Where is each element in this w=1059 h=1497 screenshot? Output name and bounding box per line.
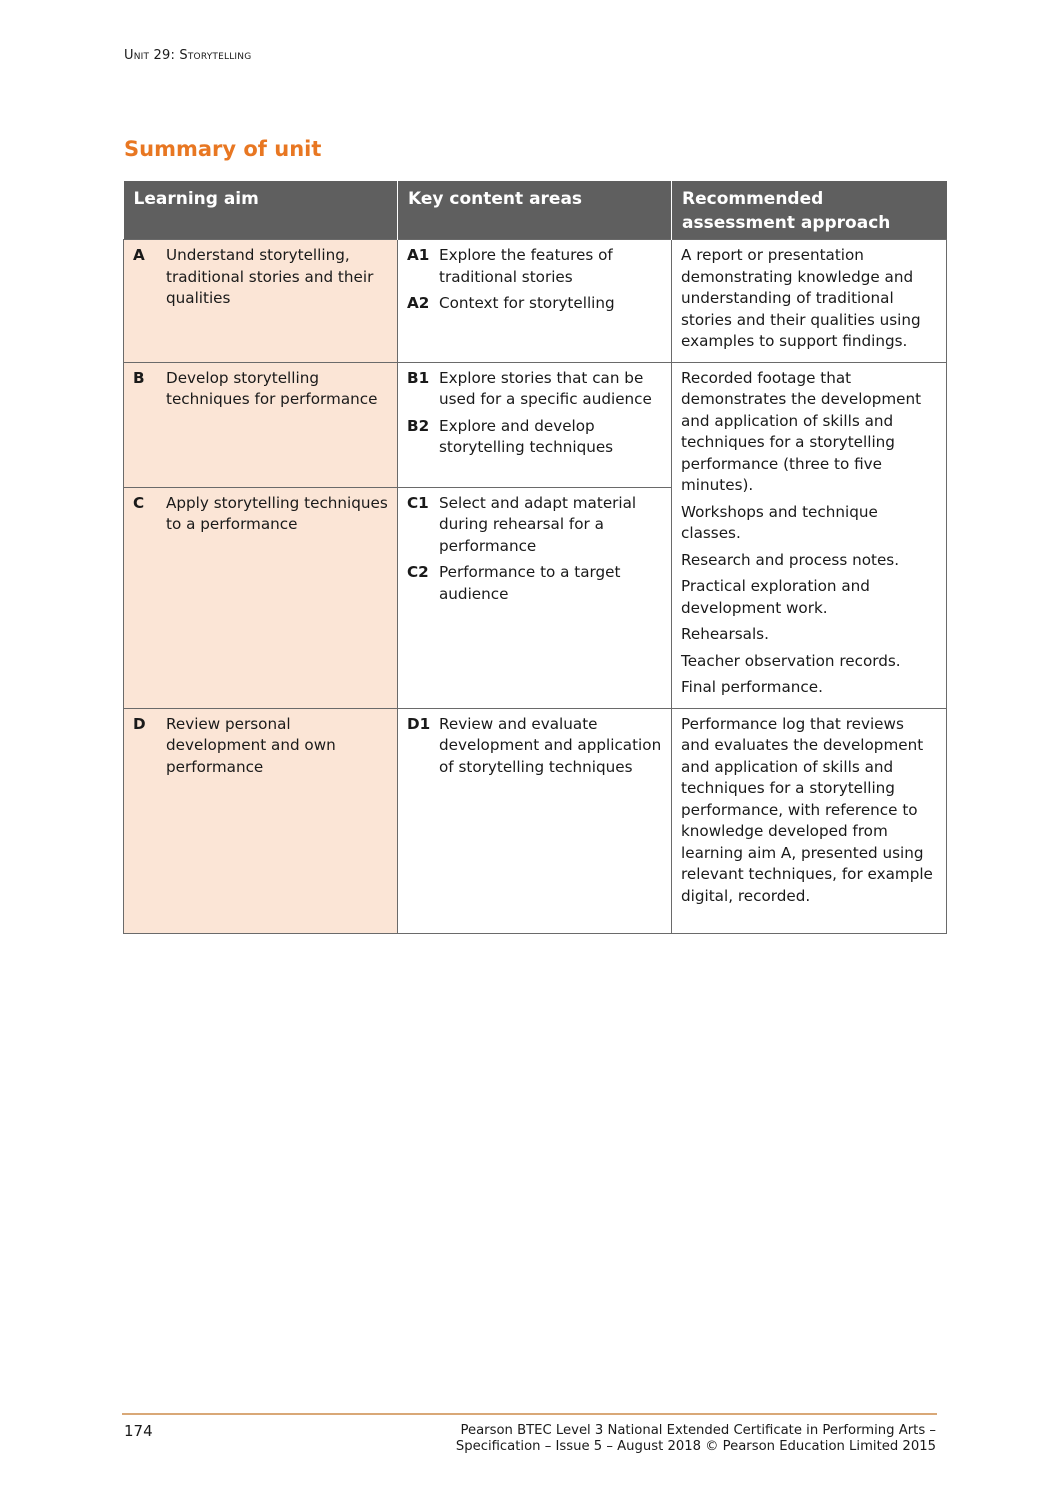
learning-aim-cell — [124, 240, 398, 363]
aim-letter: A — [133, 246, 145, 264]
header-key-content: Key content areas — [398, 181, 672, 240]
table-row — [124, 240, 947, 363]
learning-aim-cell — [124, 487, 398, 708]
aim-letter: C — [133, 493, 145, 512]
content-item: B2 Explore and develop storytelling techniques — [407, 416, 614, 456]
content-item: A2 Context for storytelling — [407, 294, 615, 312]
page-number: 174 — [124, 1422, 153, 1440]
footer-line-2: Specification – Issue 5 – August 2018 © Pearson Education Limited 2015 — [455, 1439, 936, 1454]
footer-citation — [456, 1423, 936, 1455]
unit-number: Unit 29: — [124, 48, 176, 63]
assessment-cell: A report or presentation demonstrating knowledge and understanding of traditional stories and their qualities using examples to support findings. — [672, 240, 947, 363]
assessment-cell: Recorded footage that demonstrates the development and application of skills and techniques for a storytelling performance (three to five minutes). Workshops and technique classes. Research and process notes. Practical exploration and development work. Rehearsals. Teacher observation records. Final performance. — [672, 362, 947, 708]
header-learning-aim: Learning aim — [124, 181, 398, 240]
table-header-row — [124, 181, 947, 240]
footer-line-1: Pearson BTEC Level 3 National Extended Certificate in Performing Arts – — [460, 1423, 936, 1438]
aim-text: Develop storytelling techniques for performance — [166, 368, 378, 408]
unit-title: Storytelling — [179, 48, 252, 63]
section-title: Summary of unit — [124, 137, 322, 161]
table-row — [124, 362, 947, 487]
content-cell — [398, 240, 672, 363]
learning-aim-cell — [124, 362, 398, 487]
content-item: A1 Explore the features of traditional stories — [407, 246, 613, 286]
assessment-cell: Performance log that reviews and evaluates the development and application of skills and techniques for a storytelling performance, with reference to knowledge developed from learning aim A, presented using relevant techniques, for example digital, recorded. — [672, 708, 947, 933]
summary-table — [123, 181, 947, 934]
learning-aim-cell — [124, 708, 398, 933]
aim-letter: D — [133, 714, 146, 733]
content-cell — [398, 487, 672, 708]
content-item: D1 Review and evaluate development and application of storytelling techniques — [407, 714, 662, 776]
footer-divider — [122, 1413, 937, 1415]
aim-text: Understand storytelling, traditional stories and their qualities — [166, 246, 374, 307]
running-head — [124, 48, 251, 63]
table-row — [124, 708, 947, 933]
aim-text: Apply storytelling techniques to a performance — [166, 493, 388, 534]
aim-text: Review personal development and own performance — [166, 714, 336, 776]
content-item: C1 Select and adapt material during rehearsal for a performance — [407, 493, 637, 555]
content-cell — [398, 362, 672, 487]
aim-letter: B — [133, 368, 145, 387]
content-cell — [398, 708, 672, 933]
content-item: C2 Performance to a target audience — [407, 563, 621, 603]
header-assessment: Recommended assessment approach — [672, 181, 947, 240]
content-item: B1 Explore stories that can be used for a specific audience — [407, 368, 652, 408]
